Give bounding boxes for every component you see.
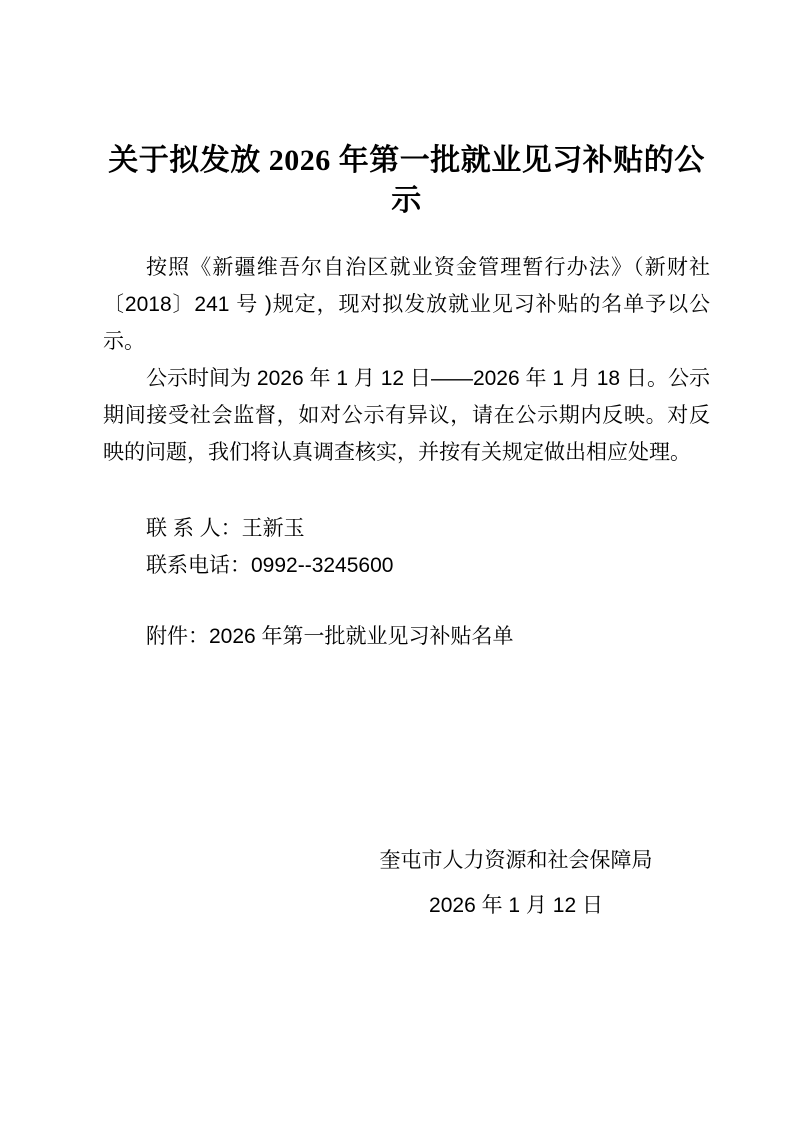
contact-person-label: 联 系 人： <box>146 517 242 540</box>
attachment-line: 附件：2026 年第一批就业见习补贴名单 <box>146 625 514 648</box>
contact-block <box>103 510 710 584</box>
document-content <box>103 0 710 924</box>
page-title: 关于拟发放 2026 年第一批就业见习补贴的公示 <box>108 144 705 217</box>
signature-date: 2026 年 1 月 12 日 <box>429 894 603 917</box>
paragraph-basis: 按照《新疆维吾尔自治区就业资金管理暂行办法》（新财社〔2018〕241 号 )规定，现对拟发放就业见习补贴的名单予以公示。 <box>103 256 710 353</box>
paragraph-publicity-period: 公示时间为 2026 年 1 月 12 日——2026 年 1 月 18 日。公示期间接受社会监督，如对公示有异议，请在公示期内反映。对反映的问题，我们将认真调查核实，并按有关规定做出相应处理。 <box>103 367 710 464</box>
signature-block <box>370 842 662 924</box>
body-text <box>103 249 710 471</box>
contact-person-value: 王新玉 <box>241 517 305 540</box>
contact-phone-value: 0992--3245600 <box>251 554 394 577</box>
contact-phone-label: 联系电话： <box>146 554 251 577</box>
contact-person-line <box>103 510 710 547</box>
contact-phone-line <box>103 547 710 584</box>
signature-organization: 奎屯市人力资源和社会保障局 <box>379 849 653 872</box>
